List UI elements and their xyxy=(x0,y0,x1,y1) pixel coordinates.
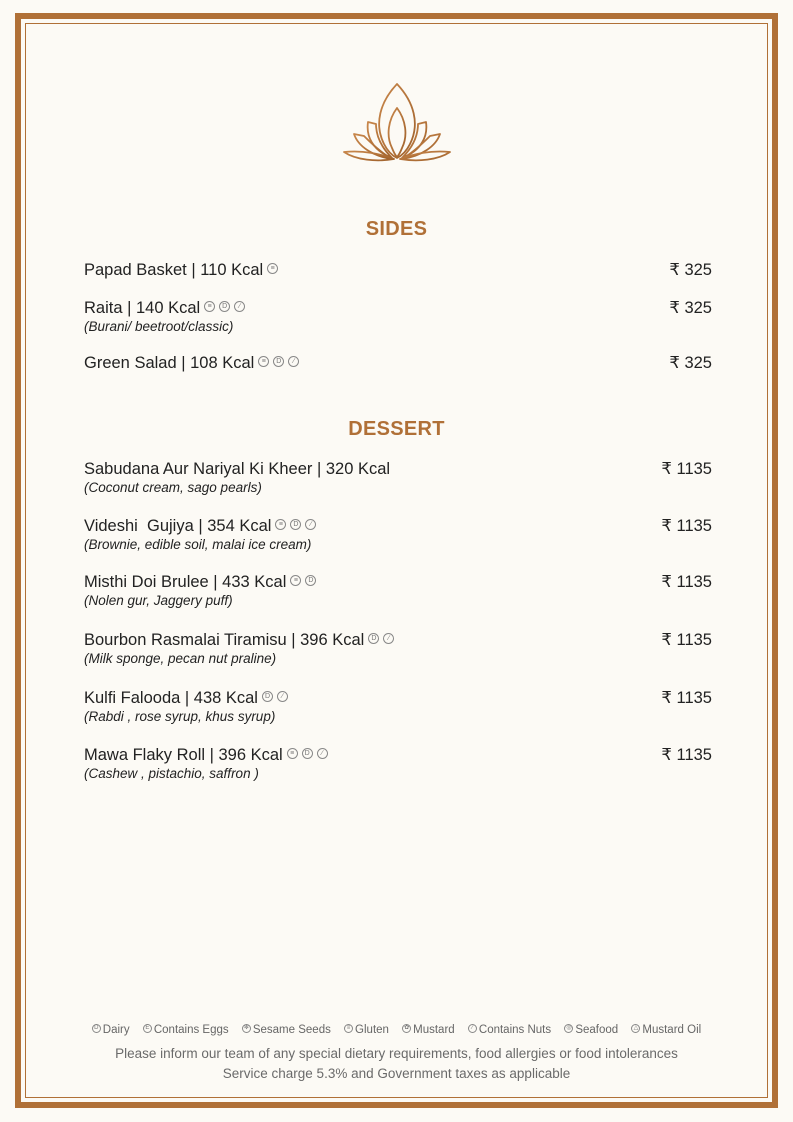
item-price: ₹ 1135 xyxy=(661,573,712,591)
legend-eggs: E Contains Eggs xyxy=(143,1024,229,1036)
menu-item-mawa-roll xyxy=(84,745,712,781)
item-price: ₹ 1135 xyxy=(661,689,712,707)
gluten-icon: ≡ xyxy=(267,263,278,274)
nuts-icon: ∕ xyxy=(277,691,288,702)
item-description: (Brownie, edible soil, malai ice cream) xyxy=(84,537,312,552)
item-name: Misthi Doi Brulee | 433 Kcal xyxy=(84,573,287,591)
item-name: Papad Basket | 110 Kcal xyxy=(84,261,264,279)
dairy-icon: D xyxy=(219,301,230,312)
legend-nuts: ∕ Contains Nuts xyxy=(468,1024,551,1036)
legend-sesame: ✻ Sesame Seeds xyxy=(243,1024,331,1036)
item-name: Videshi Gujiya | 354 Kcal xyxy=(84,517,272,535)
mustard-icon: ✿ xyxy=(404,1025,410,1032)
menu-item-kheer xyxy=(84,459,712,495)
nuts-icon: ∕ xyxy=(234,301,245,312)
gluten-icon: ≡ xyxy=(275,519,286,530)
section-title-sides: SIDES xyxy=(365,218,428,240)
gluten-icon: ≡ xyxy=(258,356,269,367)
item-price: ₹ 325 xyxy=(669,261,712,279)
nuts-icon: ∕ xyxy=(383,633,394,644)
dairy-icon: D xyxy=(92,1024,101,1033)
legend-dairy: D Dairy xyxy=(92,1024,130,1036)
item-price: ₹ 1135 xyxy=(661,517,712,535)
mustard-oil-icon: △ xyxy=(631,1024,640,1033)
item-description: (Nolen gur, Jaggery puff) xyxy=(84,593,233,608)
menu-item-papad-basket xyxy=(84,260,712,280)
dietary-note: Please inform our team of any special dietary requirements, food allergies or food intolerances xyxy=(115,1046,678,1061)
dairy-icon: D xyxy=(273,356,284,367)
legend-mustard: ✿ Mustard xyxy=(404,1024,455,1036)
nuts-icon: ∕ xyxy=(305,519,316,530)
item-price: ₹ 325 xyxy=(669,299,712,317)
menu-item-kulfi-falooda xyxy=(84,688,712,724)
item-name: Mawa Flaky Roll | 396 Kcal xyxy=(84,746,283,764)
item-price: ₹ 1135 xyxy=(661,460,712,478)
item-name: Bourbon Rasmalai Tiramisu | 396 Kcal xyxy=(84,631,365,649)
menu-item-misthi-doi xyxy=(84,572,712,608)
service-charge-note: Service charge 5.3% and Government taxes as applicable xyxy=(222,1066,571,1081)
item-name: Raita | 140 Kcal xyxy=(84,299,201,317)
dairy-icon: D xyxy=(305,575,316,586)
item-description: (Cashew , pistachio, saffron ) xyxy=(84,766,259,781)
lotus-icon xyxy=(340,80,454,166)
dairy-icon: D xyxy=(290,519,301,530)
item-name: Kulfi Falooda | 438 Kcal xyxy=(84,689,258,707)
inner-border xyxy=(25,23,768,1098)
gluten-icon: ≡ xyxy=(344,1024,353,1033)
item-price: ₹ 325 xyxy=(669,354,712,372)
dairy-icon: D xyxy=(302,748,313,759)
item-price: ₹ 1135 xyxy=(661,746,712,764)
section-title-dessert: DESSERT xyxy=(348,418,445,440)
dairy-icon: D xyxy=(368,633,379,644)
allergen-legend xyxy=(0,1024,793,1036)
menu-item-tiramisu xyxy=(84,630,712,666)
nuts-icon: ∕ xyxy=(317,748,328,759)
item-description: (Milk sponge, pecan nut praline) xyxy=(84,651,277,666)
menu-item-gujiya xyxy=(84,516,712,552)
menu-item-raita xyxy=(84,298,712,334)
sesame-icon: ✻ xyxy=(243,1025,249,1032)
eggs-icon: E xyxy=(143,1024,152,1033)
legend-gluten: ≡ Gluten xyxy=(344,1024,389,1036)
seafood-icon: ◎ xyxy=(566,1025,572,1032)
menu-item-green-salad xyxy=(84,353,712,373)
item-description: (Rabdi , rose syrup, khus syrup) xyxy=(84,709,276,724)
legend-seafood: ◎ Seafood xyxy=(566,1024,619,1036)
item-name: Sabudana Aur Nariyal Ki Kheer | 320 Kcal xyxy=(84,460,391,478)
gluten-icon: ≡ xyxy=(290,575,301,586)
item-description: (Burani/ beetroot/classic) xyxy=(84,319,234,334)
item-name: Green Salad | 108 Kcal xyxy=(84,354,255,372)
dairy-icon: D xyxy=(262,691,273,702)
item-description: (Coconut cream, sago pearls) xyxy=(84,480,262,495)
nuts-icon: ∕ xyxy=(468,1024,477,1033)
nuts-icon: ∕ xyxy=(288,356,299,367)
gluten-icon: ≡ xyxy=(204,301,215,312)
legend-mustard-oil: △ Mustard Oil xyxy=(631,1024,701,1036)
gluten-icon: ≡ xyxy=(287,748,298,759)
item-price: ₹ 1135 xyxy=(661,631,712,649)
